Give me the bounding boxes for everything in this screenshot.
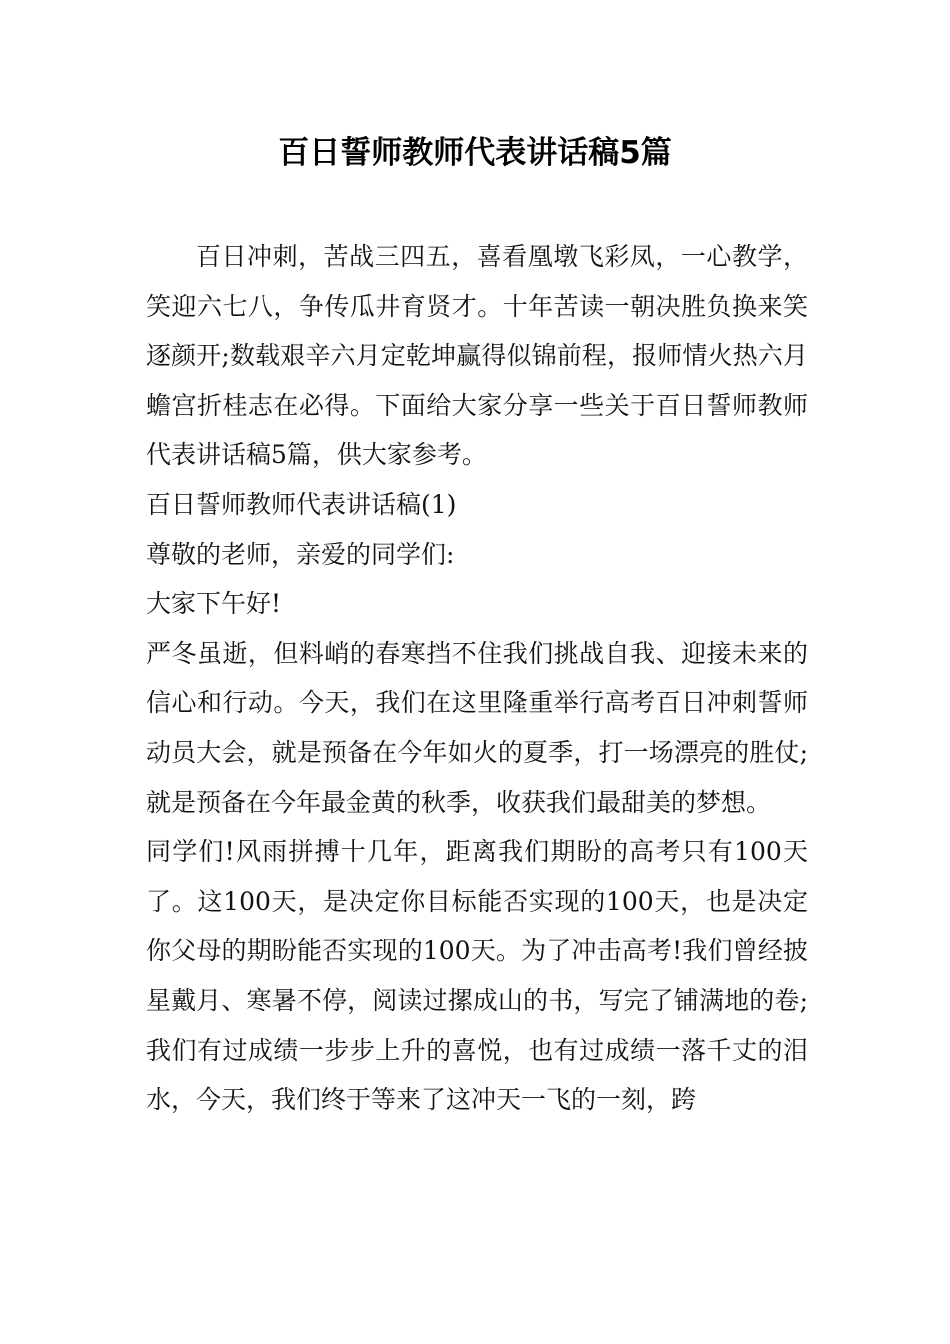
body-paragraph: 严冬虽逝，但料峭的春寒挡不住我们挑战自我、迎接未来的信心和行动。今天，我们在这里隆重举行高考百日冲刺誓师动员大会，就是预备在今年如火的夏季，打一场漂亮的胜仗;就是预备在今年最金黄的秋季，收获我们最甜美的梦想。 <box>146 638 808 817</box>
greeting: 大家下午好! <box>146 589 282 619</box>
document-body <box>146 232 808 1125</box>
section-heading: 百日誓师教师代表讲话稿(1) <box>146 489 457 519</box>
salutation: 尊敬的老师，亲爱的同学们: <box>146 539 455 569</box>
intro-paragraph: 百日冲刺，苦战三四五，喜看凰墩飞彩凤，一心教学，笑迎六七八，争传瓜井育贤才。十年苦读一朝决胜负换来笑逐颜开;数载艰辛六月定乾坤赢得似锦前程，报师情火热六月蟾宫折桂志在必得。下面给大家分享一些关于百日誓师教师代表讲话稿5篇，供大家参考。 <box>146 242 808 470</box>
document-title: 百日誓师教师代表讲话稿5篇 <box>278 135 672 171</box>
body-paragraph: 同学们!风雨拼搏十几年，距离我们期盼的高考只有100天了。这100天，是决定你目标能否实现的100天，也是决定你父母的期盼能否实现的100天。为了冲击高考!我们曾经披星戴月、寒暑不停，阅读过摞成山的书，写完了铺满地的卷;我们有过成绩一步步上升的喜悦，也有过成绩一落千丈的泪水，今天，我们终于等来了这冲天一飞的一刻，跨 <box>146 837 808 1115</box>
